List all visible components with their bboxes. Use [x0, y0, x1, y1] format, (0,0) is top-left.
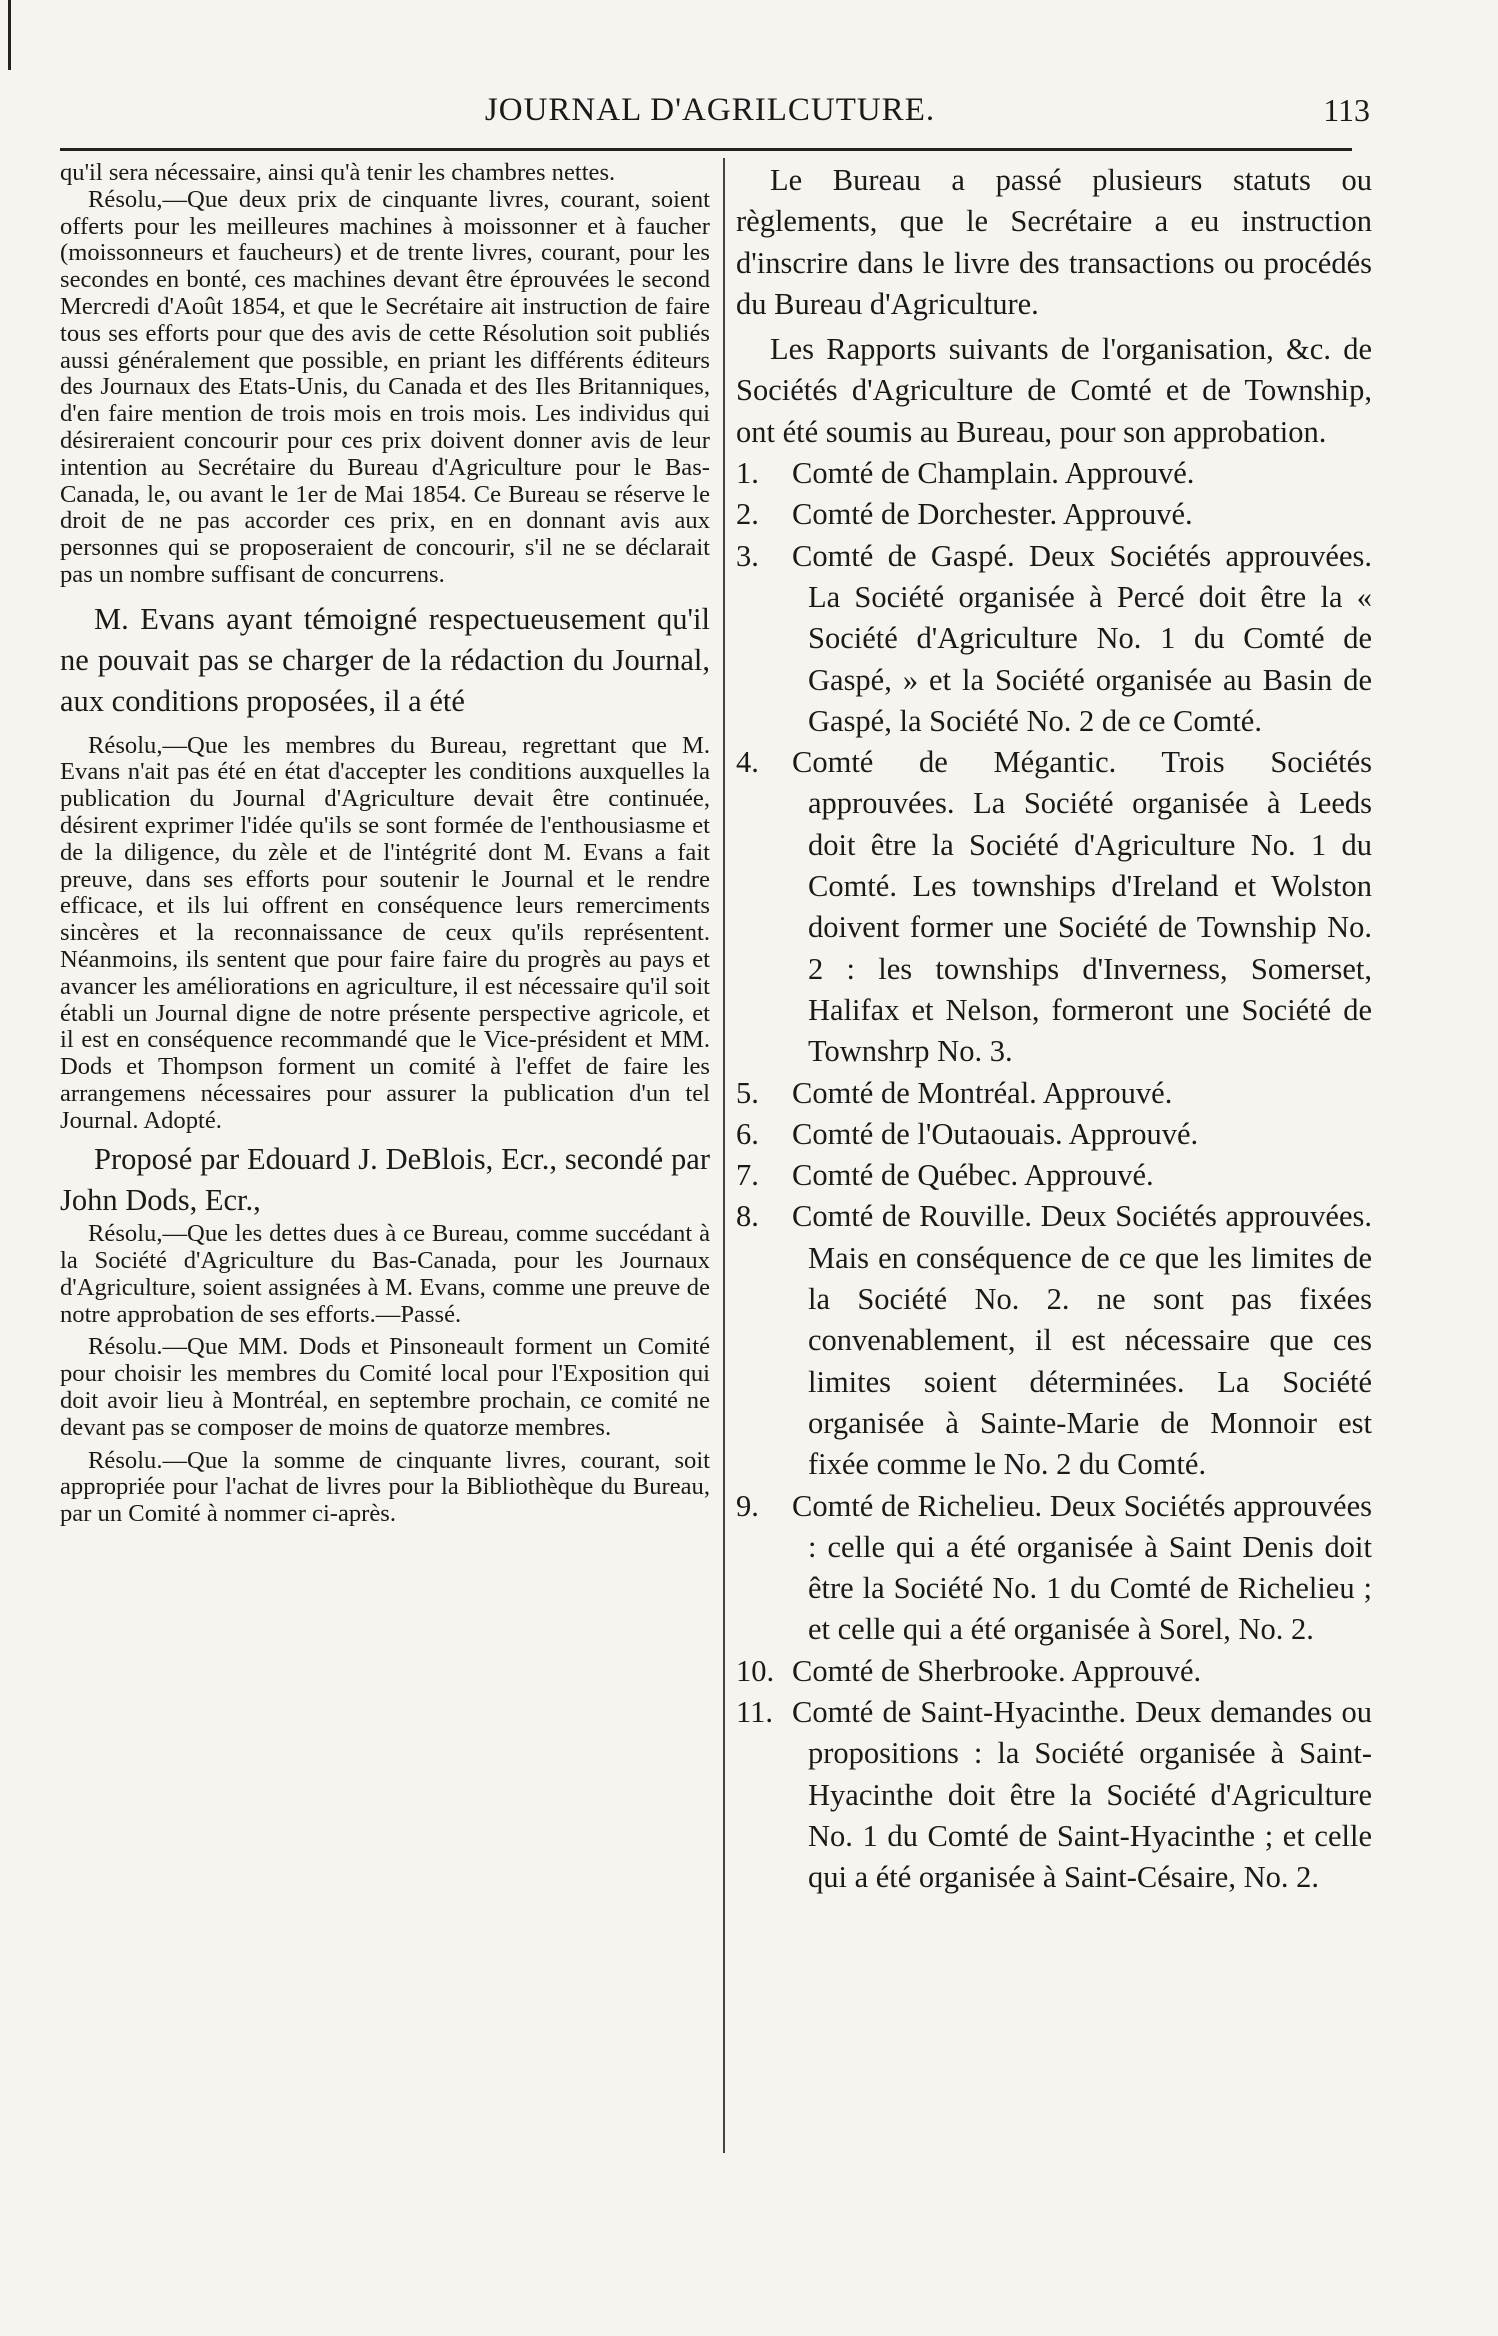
list-item: 1. Comté de Champlain. Approuvé.: [736, 456, 1195, 491]
paragraph: Résolu.—Que la somme de cinquante livres, courant, soit appropriée pour l'achat de livres pour la Bibliothèque du Bureau, par un Comité à nommer ci-après.: [60, 1446, 710, 1528]
paragraph: Résolu,—Que les membres du Bureau, regrettant que M. Evans n'ait pas été en état d'accepter les conditions auxquelles la publication du Journal d'Agriculture devait être continuée, désirent exprimer l'idée qu'ils se sont formée de l'enthousiasme et de la diligence, du zèle et de l'intégrité dont M. Evans a fait preuve, dans ses efforts pour soutenir le Journal et le rendre efficace, et ils lui offrent en conséquence leurs remerciments sincères et la reconnaissance de ceux qu'ils représentent. Néanmoins, ils sentent que pour faire faire du progrès au pays et avancer les améliorations en agriculture, il est nécessaire qu'il soit établi un Journal digne de notre présente perspective agricole, et il est en conséquence recommandé que le Vice-président et MM. Dods et Thompson forment un comité à l'effet de faire les arrangemens nécessaires pour assurer la publication d'un tel Journal. Adopté.: [60, 731, 710, 1134]
page-edge-mark: [8, 0, 11, 70]
paragraph: Résolu.—Que MM. Dods et Pinsoneault forment un Comité pour choisir les membres du Comité local pour l'Exposition qui doit avoir lieu à Montréal, en septembre prochain, ce comité ne devant pas se composer de moins de quatorze membres.: [60, 1333, 710, 1441]
right-column: [736, 160, 1372, 1898]
column-divider: [723, 158, 725, 2153]
page-header: [60, 92, 1370, 138]
paragraph: Le Bureau a passé plusieurs statuts ou règlements, que le Secrétaire a eu instruction d'inscrire dans le livre des transactions ou procédés du Bureau d'Agriculture.: [736, 163, 1372, 321]
list-item: 4. Comté de Mégantic. Trois Sociétés approuvées. La Société organisée à Leeds doit être la Société d'Agriculture No. 1 du Comté. Les townships d'Ireland et Wolston doivent former une Société de Township No. 2 : les townships d'Inverness, Somerset, Halifax et Nelson, formeront une Société de Townshrp No. 3.: [736, 745, 1372, 1069]
list-item: 8. Comté de Rouville. Deux Sociétés approuvées. Mais en conséquence de ce que les limites de la Société No. 2. ne sont pas fixées convenablement, il est nécessaire que ces limites soient déterminées. La Société organisée à Sainte-Marie de Monnoir est fixée comme le No. 2 du Comté.: [736, 1199, 1372, 1482]
paragraph: Résolu,—Que les dettes dues à ce Bureau, comme succédant à la Société d'Agriculture du Bas-Canada, pour les Journaux d'Agriculture, soient assignées à M. Evans, comme une preuve de notre approbation de ses efforts.—Passé.: [60, 1220, 710, 1328]
paragraph: Les Rapports suivants de l'organisation, &c. de Sociétés d'Agriculture de Comté et de Township, ont été soumis au Bureau, pour son approbation.: [736, 332, 1372, 449]
list-item: 3. Comté de Gaspé. Deux Sociétés approuvées. La Société organisée à Percé doit être la « Société d'Agriculture No. 1 du Comté de Gaspé, » et la Société organisée au Basin de Gaspé, la Société No. 2 de ce Comté.: [736, 538, 1372, 738]
header-rule: [60, 148, 1352, 151]
left-column: [60, 160, 710, 1528]
paragraph: Proposé par Edouard J. DeBlois, Ecr., secondé par John Dods, Ecr.,: [60, 1141, 710, 1217]
paragraph: Résolu,—Que deux prix de cinquante livres, courant, soient offerts pour les meilleures machines à moissonner et à faucher (moissonneurs et faucheurs) et de trente livres, courant, pour les secondes en bonté, ces machines devant être éprouvées le second Mercredi d'Août 1854, et que le Secrétaire ait instruction de faire tous ses efforts pour que des avis de cette Résolution soit publiés aussi généralement que possible, en priant les différents éditeurs des Journaux des Etats-Unis, du Canada et des Iles Britanniques, d'en faire mention de trois mois en trois mois. Les individus qui désireraient concourir pour ces prix doivent donner avis de leur intention au Secrétaire du Bureau d'Agriculture pour le Bas-Canada, le, ou avant le 1er de Mai 1854. Ce Bureau se réserve le droit de ne pas accorder ces prix, en en donnant avis aux personnes qui se proposeraient de concourir, s'il ne se déclarait pas un nombre suffisant de concurrens.: [60, 185, 710, 588]
list-item: 5. Comté de Montréal. Approuvé.: [736, 1075, 1173, 1110]
journal-title: JOURNAL D'AGRILCUTURE.: [484, 92, 936, 128]
list-item: 10. Comté de Sherbrooke. Approuvé.: [736, 1653, 1202, 1688]
list-item: 6. Comté de l'Outaouais. Approuvé.: [736, 1116, 1199, 1151]
list-item: 11. Comté de Saint-Hyacinthe. Deux demandes ou propositions : la Société organisée à Saint-Hyacinthe doit être la Société d'Agriculture No. 1 du Comté de Saint-Hyacinthe ; et celle qui a été organisée à Saint-Césaire, No. 2.: [736, 1694, 1372, 1895]
paragraph: M. Evans ayant témoigné respectueusement qu'il ne pouvait pas se charger de la rédaction du Journal, aux conditions proposées, il a été: [60, 601, 710, 719]
list-item: 7. Comté de Québec. Approuvé.: [736, 1158, 1154, 1193]
list-item: 2. Comté de Dorchester. Approuvé.: [736, 497, 1193, 532]
list-item: 9. Comté de Richelieu. Deux Sociétés approuvées : celle qui a été organisée à Saint Denis doit être la Société No. 1 du Comté de Richelieu ; et celle qui a été organisée à Sorel, No. 2.: [736, 1488, 1372, 1647]
county-society-list: [736, 453, 1372, 1898]
paragraph: qu'il sera nécessaire, ainsi qu'à tenir les chambres nettes.: [60, 159, 616, 186]
page-number: 113: [1323, 92, 1370, 128]
